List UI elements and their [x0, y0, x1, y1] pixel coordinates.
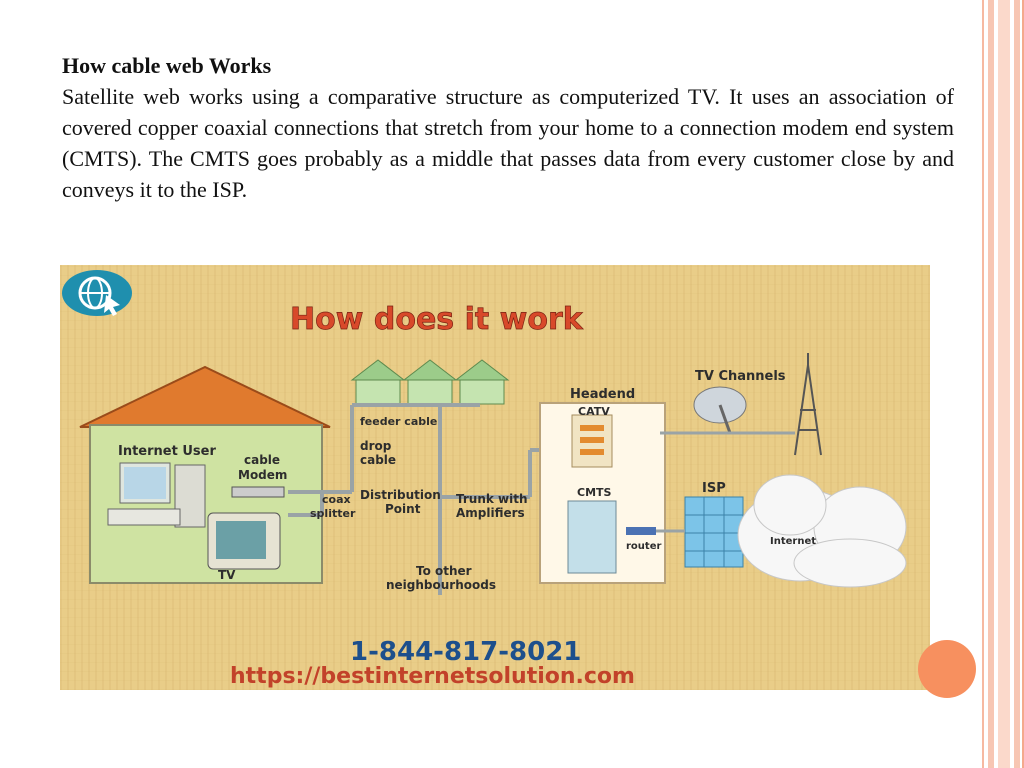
label-trunk-amplifiers-2: Amplifiers [456, 506, 525, 520]
infographic-drawing [60, 265, 930, 690]
label-other-neighbourhoods: To other [416, 564, 472, 578]
text-block [62, 50, 954, 205]
globe-cursor-icon [62, 270, 132, 316]
satellite-dish-icon [694, 387, 746, 433]
infographic [60, 265, 930, 690]
decorative-stripes [978, 0, 1024, 768]
internet-cloud-icon [738, 475, 906, 587]
slide-heading: How cable web Works [62, 53, 272, 78]
label-cable-modem: cable [244, 453, 281, 467]
slide-paragraph: Satellite web works using a comparative structure as computerized TV. It uses an association of covered copper coaxial connections that stretch from your home to a connection modem end system (CMTS). The CMTS goes probably as a middle that passes data from every customer close by and conveys it to the ISP. [62, 84, 954, 202]
label-drop-cable: drop [360, 439, 392, 453]
label-cable-modem-2: Modem [238, 468, 288, 482]
label-feeder-cable: feeder cable [360, 415, 438, 428]
label-catv: CATV [578, 405, 610, 418]
label-coax-splitter: coax [322, 493, 351, 506]
label-tv: TV [218, 568, 236, 582]
label-internet-user: Internet User [118, 444, 216, 459]
label-cmts: CMTS [577, 486, 612, 499]
label-isp: ISP [702, 481, 726, 496]
contact-url: https://bestinternetsolution.com [230, 664, 635, 689]
antenna-tower-icon [795, 353, 821, 455]
label-drop-cable-2: cable [360, 453, 397, 467]
label-internet: Internet [770, 536, 817, 547]
isp-building-icon [685, 497, 743, 567]
label-headend: Headend [570, 387, 636, 402]
house-icon [80, 367, 330, 583]
label-trunk-amplifiers: Trunk with [456, 492, 528, 506]
label-distribution-point: Distribution [360, 488, 441, 502]
label-tv-channels: TV Channels [695, 369, 786, 384]
decorative-orange-circle [918, 640, 976, 698]
label-other-neighbourhoods-2: neighbourhoods [386, 578, 496, 592]
figure-title: How does it work [290, 302, 583, 337]
contact-phone: 1-844-817-8021 [350, 637, 582, 667]
label-router: router [626, 541, 662, 552]
label-distribution-point-2: Point [385, 502, 421, 516]
label-coax-splitter-2: splitter [310, 507, 356, 520]
neighbourhood-houses-icon [352, 360, 508, 404]
